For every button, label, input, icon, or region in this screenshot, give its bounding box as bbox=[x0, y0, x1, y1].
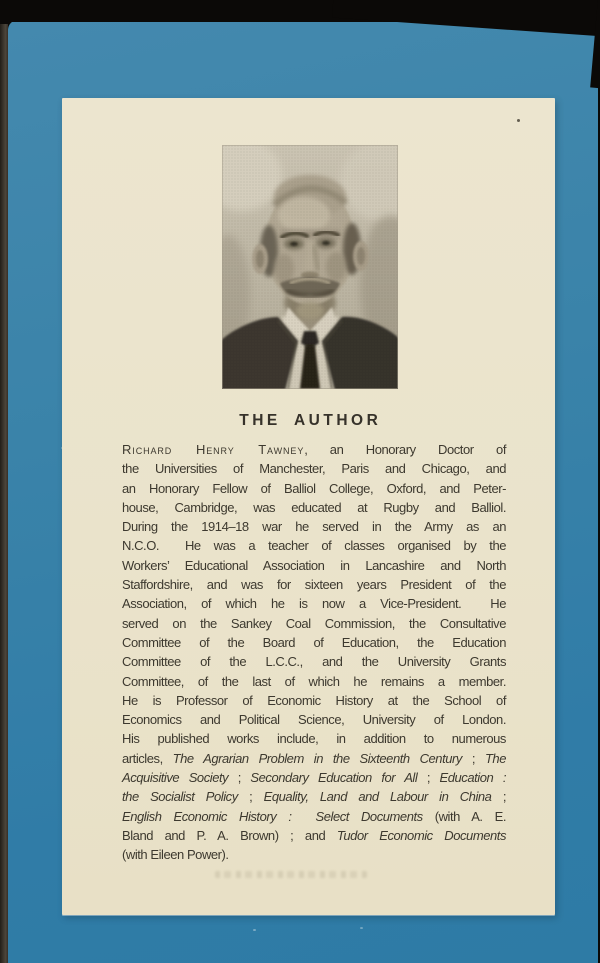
paper-panel bbox=[62, 98, 555, 915]
bio-line: Bland and P. A. Brown) ; and Tudor Economic Documents bbox=[122, 827, 506, 843]
bio-line: the Universities of Manchester, Paris and Chicago, and bbox=[122, 461, 506, 477]
bio-line: articles, The Agrarian Problem in the Sixteenth Century ; The bbox=[122, 750, 506, 766]
bio-line: N.C.O. He was a teacher of classes organised by the bbox=[122, 538, 506, 554]
bio-line: served on the Sankey Coal Commission, the Consultative bbox=[122, 615, 506, 631]
bio-line: Committee of the L.C.C., and the University Grants bbox=[122, 654, 506, 670]
bio-line: Staffordshire, and was for sixteen years President of the bbox=[122, 577, 506, 593]
bio-line: Committee of the Board of Education, the Education bbox=[122, 634, 506, 650]
bio-line: Committee, of the last of which he remains a member. bbox=[122, 673, 506, 689]
bio-line: (with Eileen Power). bbox=[122, 847, 229, 863]
bio-line: Workers’ Educational Association in Lancashire and North bbox=[122, 557, 506, 573]
bio-line: the Socialist Policy ; Equality, Land and Labour in China ; bbox=[122, 789, 506, 805]
bio-line: Association, of which he is now a Vice-President. He bbox=[122, 596, 506, 612]
show-through-smudge bbox=[215, 871, 367, 878]
bio-line: Richard Henry Tawney, an Honorary Doctor of bbox=[122, 442, 506, 457]
bio-line: house, Cambridge, was educated at Rugby and Balliol. bbox=[122, 499, 506, 515]
bio-line: Economics and Political Science, University of London. bbox=[122, 712, 506, 728]
bio-line: He is Professor of Economic History at the School of bbox=[122, 692, 506, 708]
halftone-grain bbox=[222, 145, 398, 389]
bio-line: His published works include, in addition to numerous bbox=[122, 731, 506, 747]
paper-speck bbox=[517, 119, 520, 122]
paper-speck bbox=[360, 927, 363, 929]
bio-line: During the 1914–18 war he served in the Army as an bbox=[122, 519, 506, 535]
paper-speck bbox=[253, 929, 256, 931]
bio-line: Acquisitive Society ; Secondary Education for All ; Education : bbox=[122, 770, 506, 786]
bio-line: an Honorary Fellow of Balliol College, Oxford, and Peter- bbox=[122, 480, 506, 496]
spine-shadow bbox=[0, 24, 8, 963]
bio-line: English Economic History : Select Documents (with A. E. bbox=[122, 808, 506, 824]
section-heading: THE AUTHOR bbox=[239, 412, 382, 429]
author-portrait bbox=[222, 145, 398, 389]
bio-text bbox=[122, 440, 506, 865]
